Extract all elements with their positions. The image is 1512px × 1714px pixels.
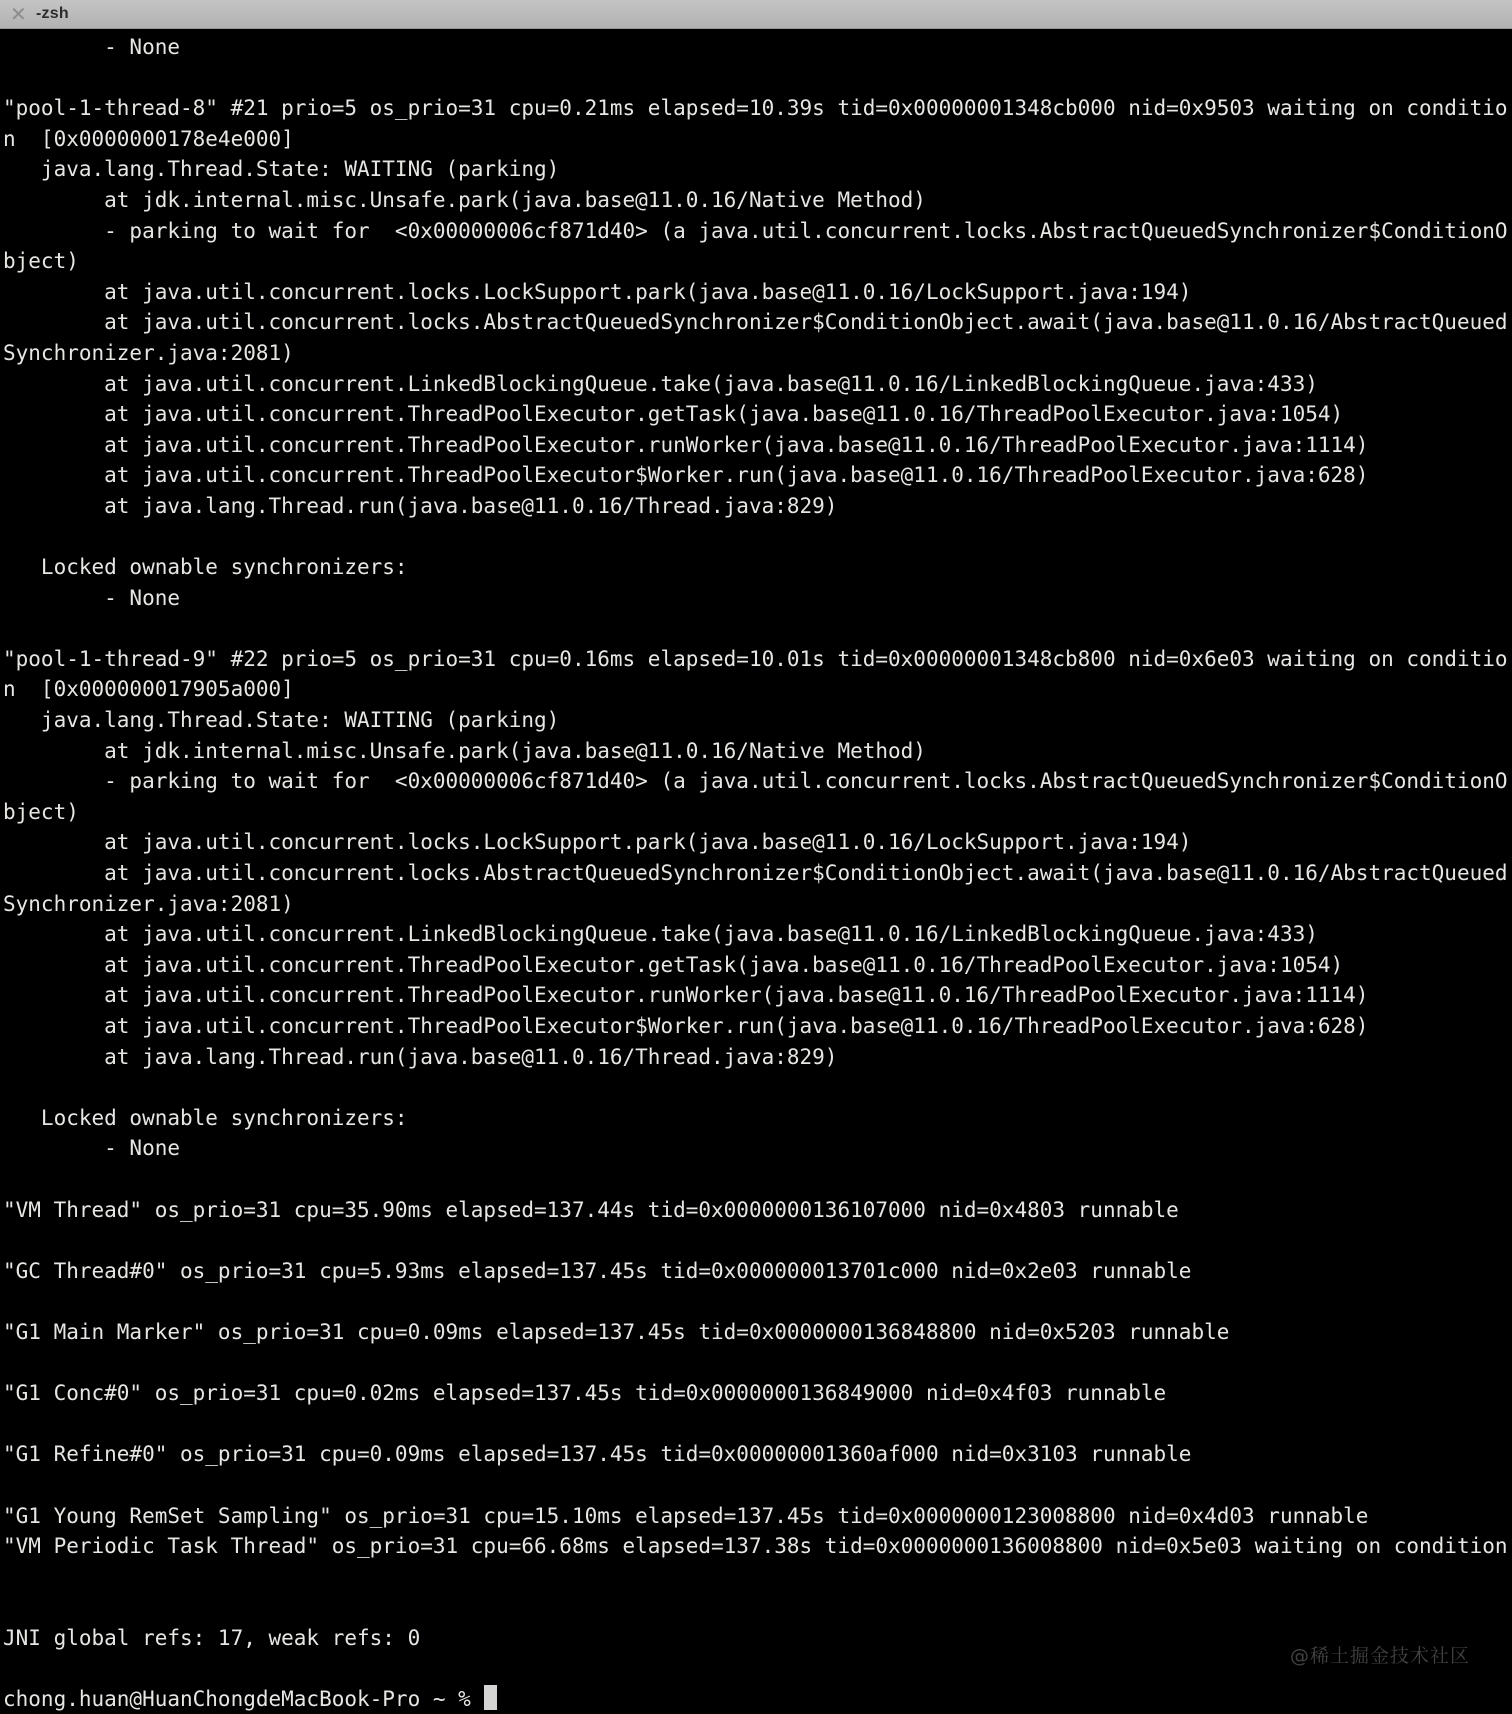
window-title: -zsh bbox=[36, 5, 69, 22]
terminal-line: "VM Periodic Task Thread" os_prio=31 cpu=66.68ms elapsed=137.38s tid=0x0000000136008800 nid=0x5e03 waiting on condition bbox=[3, 1534, 1508, 1559]
terminal-line: at jdk.internal.misc.Unsafe.park(java.base@11.0.16/Native Method) bbox=[3, 187, 926, 212]
terminal-line: Locked ownable synchronizers: bbox=[3, 555, 408, 580]
terminal-line bbox=[3, 1470, 1512, 1501]
terminal-line: java.lang.Thread.State: WAITING (parking) bbox=[3, 708, 560, 733]
terminal-line bbox=[3, 1409, 1512, 1440]
terminal-line: "pool-1-thread-9" #22 prio=5 os_prio=31 cpu=0.16ms elapsed=10.01s tid=0x00000001348cb800 nid=0x6e03 waiting on conditio bbox=[3, 646, 1508, 671]
terminal-line: "VM Thread" os_prio=31 cpu=35.90ms elapsed=137.44s tid=0x0000000136107000 nid=0x4803 runnable bbox=[3, 1197, 1179, 1222]
terminal-line bbox=[3, 613, 1512, 644]
watermark: @稀土掘金技术社区 bbox=[1289, 1645, 1470, 1667]
window-titlebar[interactable] bbox=[0, 0, 1512, 29]
terminal-line: n [0x000000017905a000] bbox=[3, 677, 294, 702]
terminal-line: "G1 Main Marker" os_prio=31 cpu=0.09ms elapsed=137.45s tid=0x0000000136848800 nid=0x5203 runnable bbox=[3, 1319, 1230, 1344]
terminal-line: Synchronizer.java:2081) bbox=[3, 340, 294, 365]
close-icon[interactable]: ✕ bbox=[10, 2, 27, 26]
terminal-line bbox=[3, 1286, 1512, 1317]
terminal-line: at java.util.concurrent.locks.LockSupport.park(java.base@11.0.16/LockSupport.java:194) bbox=[3, 279, 1192, 304]
terminal-line: at java.util.concurrent.ThreadPoolExecutor.getTask(java.base@11.0.16/ThreadPoolExecutor.java:1054) bbox=[3, 402, 1344, 427]
terminal-line bbox=[3, 1562, 1512, 1593]
terminal-line: "GC Thread#0" os_prio=31 cpu=5.93ms elapsed=137.45s tid=0x000000013701c000 nid=0x2e03 runnable bbox=[3, 1258, 1192, 1283]
terminal-line: Locked ownable synchronizers: bbox=[3, 1105, 408, 1130]
terminal-line bbox=[3, 1348, 1512, 1379]
terminal-line bbox=[3, 1164, 1512, 1195]
terminal-line: bject) bbox=[3, 799, 79, 824]
terminal-line: at java.util.concurrent.LinkedBlockingQueue.take(java.base@11.0.16/LinkedBlockingQueue.java:433) bbox=[3, 371, 1318, 396]
terminal-line: at java.util.concurrent.ThreadPoolExecutor.runWorker(java.base@11.0.16/ThreadPoolExecutor.java:1114) bbox=[3, 983, 1369, 1008]
terminal-line bbox=[3, 522, 1512, 553]
terminal-line: "G1 Refine#0" os_prio=31 cpu=0.09ms elapsed=137.45s tid=0x00000001360af000 nid=0x3103 runnable bbox=[3, 1442, 1192, 1467]
terminal-output bbox=[3, 32, 1512, 1684]
terminal-line: at jdk.internal.misc.Unsafe.park(java.base@11.0.16/Native Method) bbox=[3, 738, 926, 763]
terminal-line: "G1 Young RemSet Sampling" os_prio=31 cpu=15.10ms elapsed=137.45s tid=0x0000000123008800 nid=0x4d03 runnable bbox=[3, 1503, 1369, 1528]
prompt-row[interactable] bbox=[3, 1684, 1512, 1714]
terminal-line: at java.util.concurrent.locks.AbstractQueuedSynchronizer$ConditionObject.await(java.base@11.0.16/AbstractQueued bbox=[3, 310, 1508, 335]
terminal-line: at java.util.concurrent.ThreadPoolExecutor.getTask(java.base@11.0.16/ThreadPoolExecutor.java:1054) bbox=[3, 952, 1344, 977]
terminal-line bbox=[3, 1225, 1512, 1256]
terminal-line: at java.util.concurrent.locks.AbstractQueuedSynchronizer$ConditionObject.await(java.base@11.0.16/AbstractQueued bbox=[3, 861, 1508, 886]
terminal-line: n [0x0000000178e4e000] bbox=[3, 126, 294, 151]
terminal-screen[interactable] bbox=[0, 29, 1512, 1714]
terminal-line: at java.util.concurrent.ThreadPoolExecutor.runWorker(java.base@11.0.16/ThreadPoolExecutor.java:1114) bbox=[3, 432, 1369, 457]
terminal-line: Synchronizer.java:2081) bbox=[3, 891, 294, 916]
terminal-line: at java.lang.Thread.run(java.base@11.0.16/Thread.java:829) bbox=[3, 493, 838, 518]
terminal-line bbox=[3, 1592, 1512, 1623]
terminal-line: at java.util.concurrent.LinkedBlockingQueue.take(java.base@11.0.16/LinkedBlockingQueue.java:433) bbox=[3, 922, 1318, 947]
terminal-line: at java.lang.Thread.run(java.base@11.0.16/Thread.java:829) bbox=[3, 1044, 838, 1069]
terminal-line: "pool-1-thread-8" #21 prio=5 os_prio=31 cpu=0.21ms elapsed=10.39s tid=0x00000001348cb000 nid=0x9503 waiting on conditio bbox=[3, 96, 1508, 121]
terminal-line bbox=[3, 1653, 1512, 1684]
terminal-line bbox=[3, 63, 1512, 94]
terminal-line: at java.util.concurrent.locks.LockSupport.park(java.base@11.0.16/LockSupport.java:194) bbox=[3, 830, 1192, 855]
terminal-line: java.lang.Thread.State: WAITING (parking) bbox=[3, 157, 560, 182]
terminal-line: - parking to wait for <0x00000006cf871d40> (a java.util.concurrent.locks.AbstractQueuedSynchronizer$ConditionO bbox=[3, 218, 1508, 243]
terminal-line: - None bbox=[3, 585, 181, 610]
terminal-line: JNI global refs: 17, weak refs: 0 bbox=[3, 1625, 421, 1650]
terminal-line: "G1 Conc#0" os_prio=31 cpu=0.02ms elapsed=137.45s tid=0x0000000136849000 nid=0x4f03 runnable bbox=[3, 1381, 1167, 1406]
terminal-line: at java.util.concurrent.ThreadPoolExecutor$Worker.run(java.base@11.0.16/ThreadPoolExecutor.java:628) bbox=[3, 1014, 1369, 1038]
terminal-line: bject) bbox=[3, 249, 79, 274]
terminal-cursor bbox=[484, 1685, 497, 1710]
terminal-line: at java.util.concurrent.ThreadPoolExecutor$Worker.run(java.base@11.0.16/ThreadPoolExecutor.java:628) bbox=[3, 463, 1369, 488]
terminal-line: - None bbox=[3, 1136, 181, 1161]
terminal-line bbox=[3, 1072, 1512, 1103]
terminal-line: - parking to wait for <0x00000006cf871d40> (a java.util.concurrent.locks.AbstractQueuedSynchronizer$ConditionO bbox=[3, 769, 1508, 794]
shell-prompt: chong.huan@HuanChongdeMacBook-Pro ~ % bbox=[3, 1687, 471, 1712]
terminal-line: - None bbox=[3, 35, 181, 59]
